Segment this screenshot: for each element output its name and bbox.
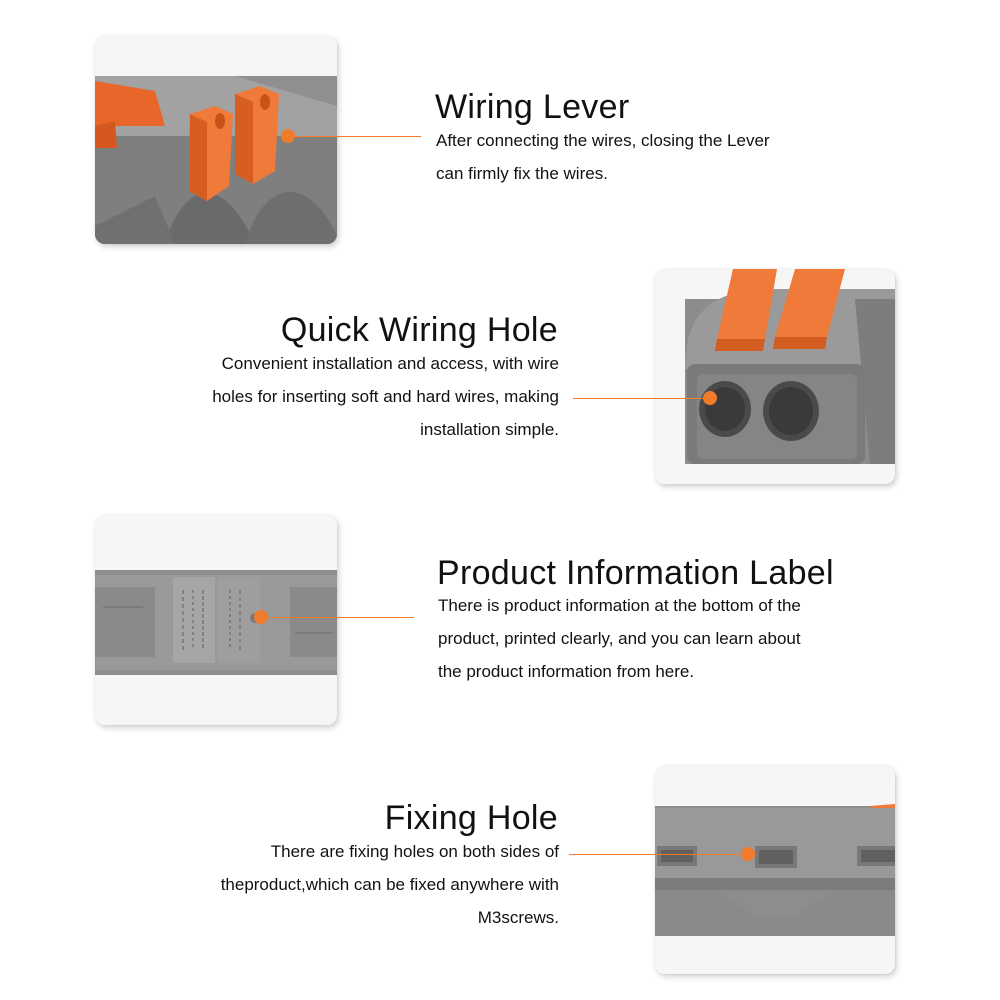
product-information-label-description — [438, 589, 801, 688]
wiring-lever-title: Wiring Lever — [435, 88, 630, 126]
quick-wiring-hole-title: Quick Wiring Hole — [280, 311, 558, 349]
fixing-hole-title: Fixing Hole — [384, 799, 558, 837]
quick-wiring-hole-description — [212, 347, 559, 446]
description-line: the product information from here. — [438, 662, 695, 681]
wiring-lever-leader-line — [288, 136, 421, 137]
fixing-hole-description — [221, 835, 559, 934]
description-line: Convenient installation and access, with wire — [221, 354, 559, 373]
description-line: product, printed clearly, and you can learn about — [438, 629, 801, 648]
description-line: After connecting the wires, closing the Lever — [436, 131, 770, 150]
description-line: theproduct,which can be fixed anywhere with — [220, 875, 559, 894]
description-line: There are fixing holes on both sides of — [270, 842, 559, 861]
wiring-lever-photo — [95, 36, 337, 244]
description-line: There is product information at the bottom of the — [438, 596, 801, 615]
fixing-hole-leader-line — [569, 854, 746, 855]
description-line: can firmly fix the wires. — [436, 164, 608, 183]
wiring-lever-description — [436, 124, 770, 190]
description-line: M3screws. — [477, 908, 559, 927]
quick-wiring-hole-photo — [655, 269, 895, 484]
product-information-label-leader-line — [261, 617, 414, 618]
fixing-hole-photo — [655, 766, 895, 974]
product-information-label-title: Product Information Label — [437, 554, 834, 592]
description-line: holes for inserting soft and hard wires, making — [212, 387, 559, 406]
product-information-label-photo — [95, 515, 337, 725]
quick-wiring-hole-leader-line — [573, 398, 708, 399]
description-line: installation simple. — [420, 420, 559, 439]
